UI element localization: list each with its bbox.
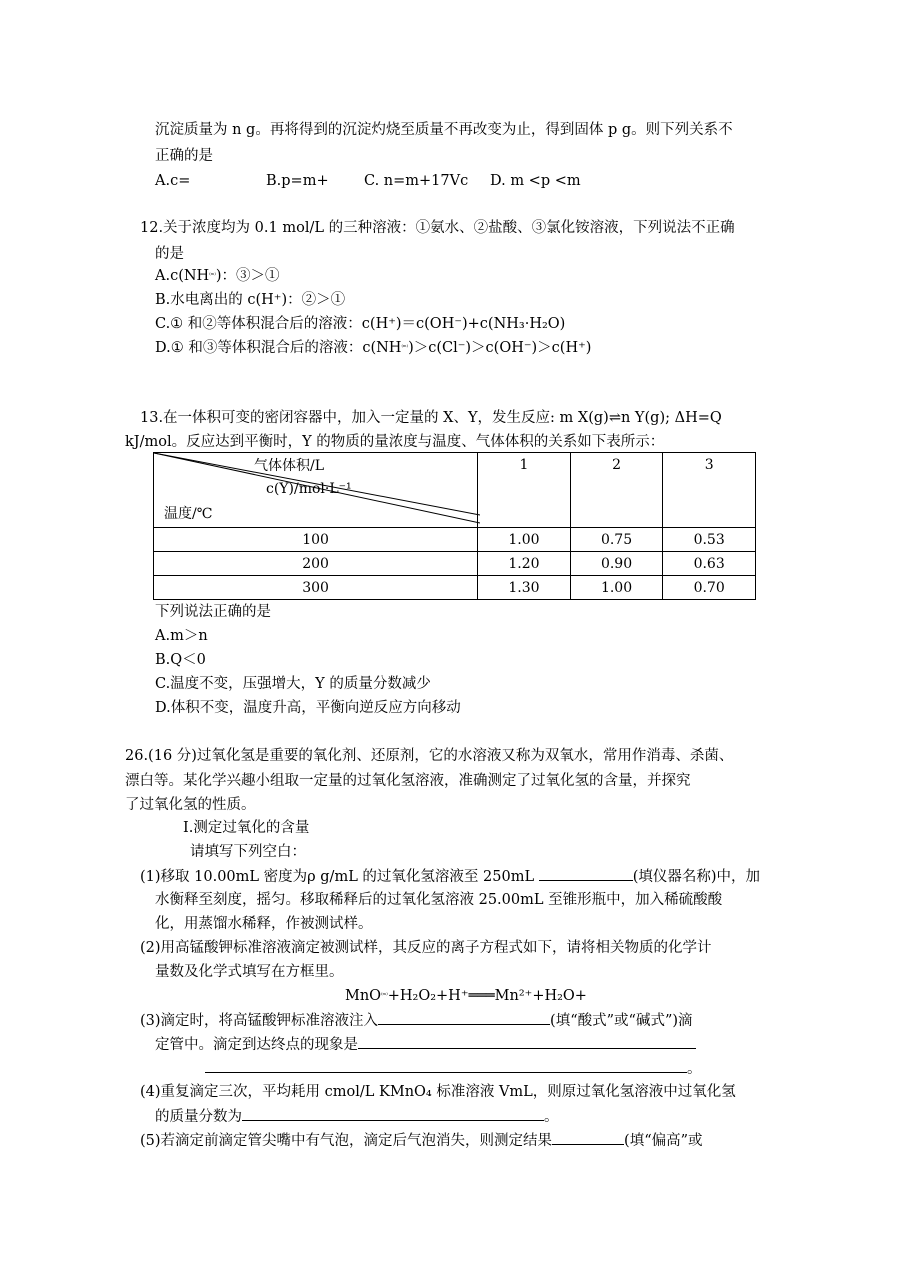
q26-fill-prompt: 请填写下列空白：	[190, 844, 306, 860]
q13-option-b: B.Q＜0	[155, 652, 206, 668]
q11-option-b: B.p=m+	[266, 173, 329, 189]
q11-continuation-line1: 沉淀质量为 n g。再将得到的沉淀灼烧至质量不再改变为止，得到固体 p g。则下列关系不	[155, 122, 733, 138]
q26-intro-line1: 26.(16 分)过氧化氢是重要的氧化剂、还原剂，它的水溶液又称为双氧水，常用作消毒、杀菌、	[125, 748, 734, 764]
table-cell: 1.00	[478, 528, 571, 552]
q26-part4-end: 。	[544, 1109, 559, 1125]
q26-part3-line1	[140, 1010, 693, 1031]
q26-part1-line3: 化，用蒸馏水稀释，作被测试样。	[155, 916, 373, 932]
q26-section-heading: Ⅰ.测定过氧化的含量	[183, 820, 310, 836]
q26-part1-text-a: (1)移取 10.00mL 密度为ρ g/mL 的过氧化氢溶液至 250mL	[140, 869, 535, 885]
header-concentration-label: c(Y)/mol·L⁻¹	[266, 481, 352, 497]
header-volume-2: 2	[570, 453, 663, 528]
table-cell: 1.20	[478, 552, 571, 576]
q13-stem-line2: kJ/mol。反应达到平衡时，Y 的物质的量浓度与温度、气体体积的关系如下表所示：	[125, 434, 665, 450]
q12-stem-line1: 12.关于浓度均为 0.1 mol/L 的三种溶液：①氨水、②盐酸、③氯化铵溶液，下列说法不正确	[140, 220, 735, 236]
q26-part3-line2	[155, 1034, 696, 1055]
table-cell: 0.90	[570, 552, 663, 576]
q12-option-a-post: )：③＞①	[215, 268, 280, 284]
ocr-garble-glyph: ⁽ᵐ⁾	[381, 992, 388, 999]
q11-option-c: C. n=m+17Vc	[364, 173, 469, 189]
row-temperature: 300	[154, 576, 478, 600]
q12-option-c: C.① 和②等体积混合后的溶液：c(H⁺)＝c(OH⁻)+c(NH₃·H₂O)	[155, 316, 566, 332]
table-cell: 0.53	[663, 528, 756, 552]
q11-continuation-line2: 正确的是	[155, 148, 213, 164]
q26-intro-line3: 了过氧化氢的性质。	[125, 797, 256, 813]
q12-option-d	[155, 338, 591, 358]
header-volume-label: 气体体积/L	[254, 458, 325, 474]
header-volume-3: 3	[663, 453, 756, 528]
table-cell: 0.75	[570, 528, 663, 552]
equation-reactant: MnO	[345, 988, 382, 1004]
q26-part1-line1	[140, 866, 760, 887]
table-row	[154, 528, 756, 552]
header-volume-1: 1	[478, 453, 571, 528]
concentration-table	[153, 452, 756, 600]
header-temperature-label: 温度/℃	[164, 506, 213, 522]
q13-stem-line1: 13.在一体积可变的密闭容器中，加入一定量的 X、Y，发生反应: m X(g)⇌n Y(g); ΔH=Q	[140, 410, 722, 426]
q26-part4-line2	[155, 1106, 559, 1127]
q13-option-c: C.温度不变，压强增大，Y 的质量分数减少	[155, 676, 431, 692]
ocr-garble-glyph: ⁽ᵐ⁾	[401, 344, 409, 351]
q26-part3-text-c: 定管中。滴定到达终点的现象是	[155, 1037, 358, 1053]
q26-part4-text: 的质量分数为	[155, 1109, 242, 1125]
table-cell: 0.63	[663, 552, 756, 576]
q26-part3-end: 。	[687, 1061, 702, 1077]
q26-part5-text-a: (5)若滴定前滴定管尖嘴中有气泡，滴定后气泡消失，则测定结果	[140, 1133, 553, 1149]
table-header-row	[154, 453, 756, 528]
q12-stem-line2: 的是	[155, 246, 184, 262]
q12-option-a	[155, 266, 280, 286]
q11-option-a: A.c=	[155, 173, 191, 189]
q26-part4-line1: (4)重复滴定三次，平均耗用 cmol/L KMnO₄ 标准溶液 VmL，则原过氧化氢溶液中过氧化氢	[140, 1084, 736, 1100]
q13-option-a: A.m＞n	[155, 628, 208, 644]
endpoint-phenomenon-blank-continued[interactable]	[205, 1058, 687, 1073]
q13-prompt: 下列说法正确的是	[155, 604, 271, 620]
ionic-equation	[345, 986, 587, 1006]
table-cell: 1.00	[570, 576, 663, 600]
q26-part5-line1	[140, 1130, 703, 1151]
q11-option-d: D. m <p <m	[490, 173, 581, 189]
q12-option-a-pre: A.c(NH	[155, 268, 210, 284]
diagonal-header-cell	[154, 453, 478, 528]
q26-part3-line3	[205, 1058, 702, 1079]
q26-intro-line2: 漂白等。某化学兴趣小组取一定量的过氧化氢溶液，准确测定了过氧化氢的含量，并探究	[125, 773, 691, 789]
instrument-name-blank[interactable]	[539, 866, 633, 881]
endpoint-phenomenon-blank[interactable]	[358, 1034, 696, 1049]
table-row	[154, 576, 756, 600]
q12-option-b: B.水电离出的 c(H⁺)：②＞①	[155, 292, 346, 308]
table-row	[154, 552, 756, 576]
row-temperature: 200	[154, 552, 478, 576]
q26-part2-line2: 量数及化学式填写在方框里。	[155, 964, 344, 980]
burette-type-blank[interactable]	[378, 1010, 550, 1025]
table-cell: 0.70	[663, 576, 756, 600]
q12-option-d-pre: D.① 和③等体积混合后的溶液：c(NH	[155, 340, 402, 356]
q26-part3-text-b: (填“酸式”或“碱式”)滴	[550, 1013, 693, 1029]
mass-fraction-blank[interactable]	[242, 1106, 544, 1121]
equation-rest: +H₂O₂+H⁺═══Mn²⁺+H₂O+	[387, 988, 587, 1004]
q26-part2-line1: (2)用高锰酸钾标准溶液滴定被测试样，其反应的离子方程式如下，请将相关物质的化学计	[140, 940, 712, 956]
q26-part1-text-b: (填仪器名称)中，加	[632, 869, 761, 885]
q26-part1-line2: 水衡释至刻度，摇匀。移取稀释后的过氧化氢溶液 25.00mL 至锥形瓶中，加入稀硫酸酸	[155, 892, 723, 908]
q12-option-d-post: )＞c(Cl⁻)＞c(OH⁻)＞c(H⁺)	[408, 340, 592, 356]
q13-option-d: D.体积不变，温度升高，平衡向逆反应方向移动	[155, 700, 461, 716]
row-temperature: 100	[154, 528, 478, 552]
measurement-result-blank[interactable]	[552, 1130, 624, 1145]
table-cell: 1.30	[478, 576, 571, 600]
q26-part5-text-b: (填“偏高”或	[624, 1133, 703, 1149]
ocr-garble-glyph: ⁽ᵐ⁾	[209, 272, 216, 279]
q26-part3-text-a: (3)滴定时，将高锰酸钾标准溶液注入	[140, 1013, 379, 1029]
